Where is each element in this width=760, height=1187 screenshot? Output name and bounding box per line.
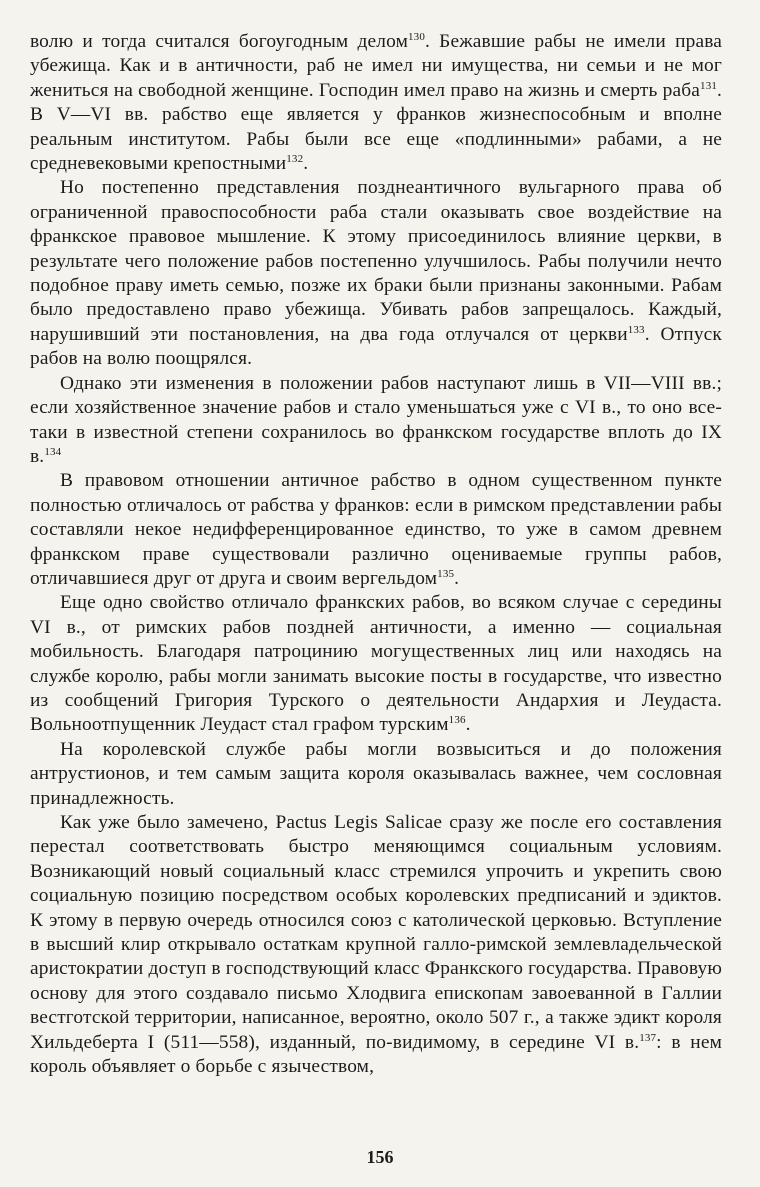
text-segment: . В V—VI вв. рабство еще является у франков жизнеспособным и вполне реальным институтом. Рабы были все еще «подлинными» рабами, а не средневековыми крепостными bbox=[30, 79, 722, 175]
paragraph bbox=[30, 738, 722, 811]
paragraph bbox=[30, 30, 722, 176]
text-segment: Еще одно свойство отличало франкских рабов, во всяком случае с середины VI в., от римских рабов поздней античности, а именно — социальная мобильность. Благодаря патроцинию могущественных лиц или находясь на службе королю, рабы могли занимать высокие посты в государстве, что известно из сообщений Григория Турского о деятельности Андархия и Леудаста. Вольноотпущенник Леудаст стал графом турским bbox=[30, 592, 722, 736]
text-segment: . bbox=[454, 567, 460, 589]
footnote-ref: 137 bbox=[639, 1031, 657, 1044]
paragraph bbox=[30, 591, 722, 737]
paragraph bbox=[30, 176, 722, 371]
paragraph bbox=[30, 811, 722, 1079]
footnote-ref: 136 bbox=[448, 714, 466, 727]
text-segment: . bbox=[465, 714, 471, 736]
paragraph bbox=[30, 469, 722, 591]
text-segment: Но постепенно представления позднеантичного вульгарного права об ограниченной правоспособности раба стали оказывать свое воздействие на франкское правовое мышление. К этому присоединилось влияние церкви, в результате чего положение рабов постепенно улучшилось. Рабы получили нечто подобное праву иметь семью, позже их браки были признаны законными. Рабам было предоставлено право убежища. Убивать рабов запрещалось. Каждый, нарушивший эти постановления, на два года отлучался от церкви bbox=[30, 177, 722, 345]
footnote-ref: 132 bbox=[286, 153, 304, 166]
footnote-ref: 135 bbox=[437, 567, 455, 580]
text-segment: В правовом отношении античное рабство в одном существенном пункте полностью отличалось от рабства у франков: если в римском представлении рабы составляли некое недифференцированное единство, то уже в самом древнем франкском праве существовали различно оцениваемые группы рабов, отличавшиеся друг от друга и своим вергельдом bbox=[30, 470, 722, 589]
text-segment: волю и тогда считался богоугодным делом bbox=[30, 31, 409, 52]
footnote-ref: 133 bbox=[627, 323, 645, 336]
footnote-ref: 134 bbox=[44, 445, 62, 458]
footnote-ref: 130 bbox=[408, 31, 425, 43]
footnote-ref: 131 bbox=[700, 79, 717, 92]
text-segment: . bbox=[303, 153, 309, 175]
text-segment: Как уже было замечено, Pactus Legis Salicae сразу же после его составления перестал соответствовать быстро меняющимся социальным условиям. Возникающий новый социальный класс стремился упрочить и укрепить свою социальную позицию посредством особых королевских предписаний и эдиктов. К этому в первую очередь относился союз с католической церковью. Вступление в высший клир открывало остаткам крупной галло-римской землевладельческой аристократии доступ в господствующий класс Франкского государства. Правовую основу для этого создавало письмо Хлодвига епископам завоеванной в Галлии вестготской территории, написанное, вероятно, около 507 г., а также эдикт короля Хильдеберта I (511—558), изданный, по-видимому, в середине VI в. bbox=[30, 812, 722, 1053]
text-segment: : в нем король объявляет о борьбе с язычеством, bbox=[30, 1031, 722, 1078]
paragraph bbox=[30, 372, 722, 470]
text-segment: . Бежавшие рабы не имели права убежища. Как и в античности, раб не имел ни имущества, ни семьи и не мог жениться на свободной женщине. Господин имел право на жизнь и смерть раба bbox=[30, 31, 723, 101]
text-segment: Однако эти изменения в положении рабов наступают лишь в VII—VIII вв.; если хозяйственное значение рабов и стало уменьшаться уже с VI в., то оно все-таки в известной степени сохранилось во франкском государстве вплоть до IX в. bbox=[30, 372, 722, 467]
text-segment: . Отпуск рабов на волю поощрялся. bbox=[30, 323, 722, 370]
text-segment: На королевской службе рабы могли возвыситься и до положения антрустионов, и тем самым защита короля оказывалась важнее, чем сословная принадлежность. bbox=[30, 738, 722, 809]
page-number: 156 bbox=[366, 1147, 394, 1167]
body-text bbox=[30, 30, 722, 1079]
